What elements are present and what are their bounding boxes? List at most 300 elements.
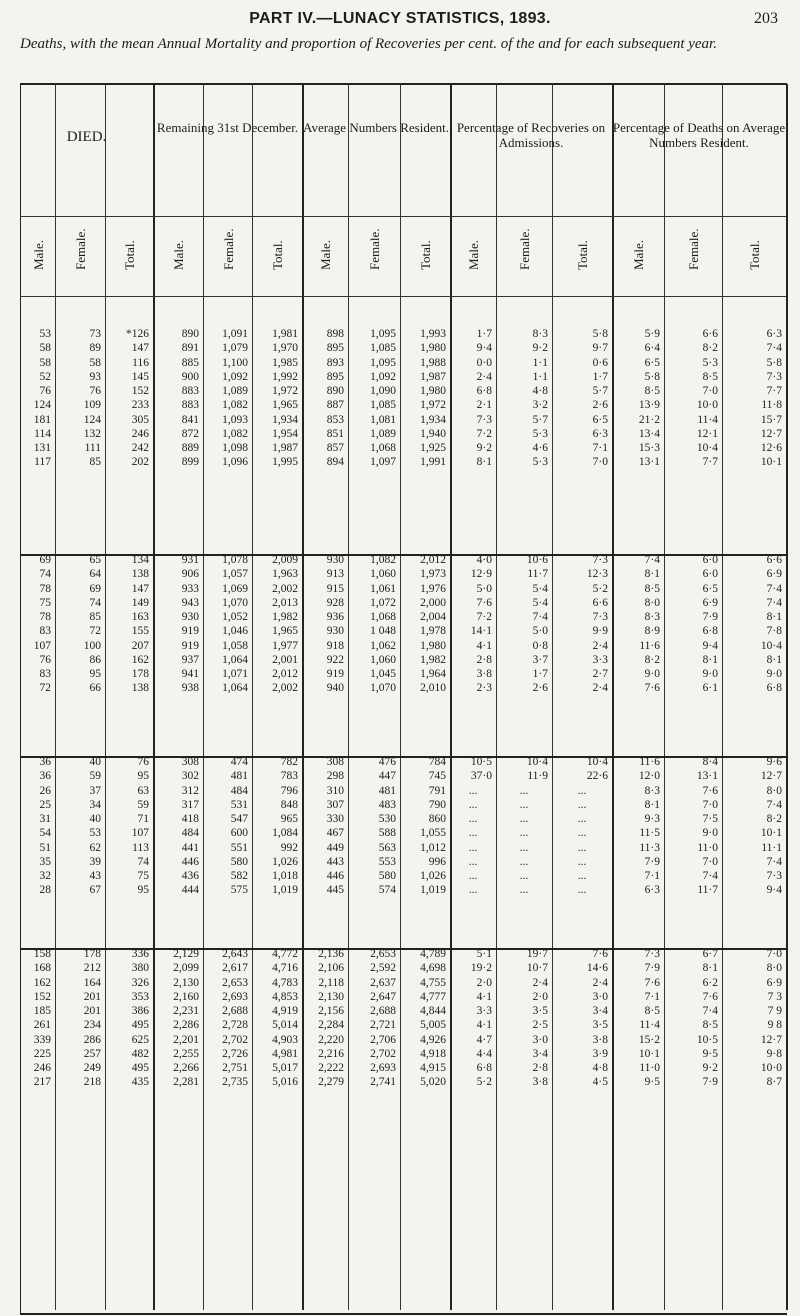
table-cell: 2,653 [370,948,396,960]
table-cell: 8·0 [766,784,782,797]
table-cell: 10·6 [526,554,548,566]
table-cell: 2·8 [532,1062,548,1074]
table-cell: 2,010 [420,682,446,695]
table-cell: 83 [39,625,51,638]
table-cell: 2·5 [532,1019,548,1032]
table-cell: 530 [378,813,396,825]
table-cell: 62 [89,841,101,854]
table-cell: 853 [326,413,344,426]
table-cell: 8·0 [766,962,782,975]
table-cell: 1,060 [370,653,396,666]
table-cell: 5,017 [272,1062,298,1074]
table-cell: 10·0 [696,399,718,412]
table-cell: 9·2 [532,342,548,355]
table-cell: 1,026 [420,870,446,882]
table-cell: 78 [39,582,51,595]
table-cell: 5·0 [532,625,548,638]
table-cell: 6·3 [644,884,660,897]
table-cell: 965 [280,813,298,825]
table-cell: 73 [89,328,101,340]
table-cell: 10·4 [696,442,718,454]
table-cell: 563 [378,841,396,854]
table-cell: 1,072 [370,596,396,609]
table-cell: 1,992 [272,370,298,383]
table-cell: 1·1 [532,356,548,369]
table-cell: 446 [326,870,344,882]
table-cell: ... [468,784,478,797]
table-cell: 11·6 [639,756,660,768]
table-cell: 257 [83,1047,101,1060]
table-cell: 178 [83,948,101,960]
table-cell: 3·9 [592,1047,608,1060]
table-cell: 2,106 [318,962,344,975]
table-cell: 1,940 [420,427,446,440]
table-cell: 474 [230,756,248,768]
table-cell: 2,222 [318,1062,344,1074]
table-cell: 1,062 [370,639,396,652]
table-cell: 1,981 [272,328,298,340]
table-cell: 3·5 [592,1019,608,1032]
column-rule [786,84,788,1310]
table-cell: 76 [137,756,149,768]
table-cell: 941 [181,668,199,680]
table-cell: 7·4 [532,611,548,623]
table-cell: 883 [181,385,199,397]
table-cell: 1,092 [222,370,248,383]
table-cell: 83 [39,668,51,680]
table-cell: 3·4 [532,1047,548,1060]
table-cell: 7·3 [644,948,660,960]
table-cell: 531 [230,798,248,811]
column-header-label: Male. [466,240,481,270]
table-cell: 2,004 [420,611,446,623]
table-cell: 887 [326,399,344,412]
table-cell: 8·1 [702,962,718,975]
table-cell: 5,014 [272,1019,298,1032]
table-cell: 89 [89,342,101,355]
table-cell: 178 [131,668,149,680]
table-cell: ... [577,855,587,868]
table-cell: 1,925 [420,442,446,454]
table-cell: 85 [89,611,101,623]
table-cell: 7·0 [702,798,718,811]
table-cell: 6·0 [702,554,718,566]
table-cell: 35 [39,855,51,868]
table-cell: 2,002 [272,682,298,695]
table-cell: 9·4 [766,884,782,897]
table-cell: 2,702 [370,1047,396,1060]
table-cell: 12·7 [760,770,782,783]
table-cell: 353 [131,990,149,1003]
table-cell: 895 [326,370,344,383]
table-cell: 5,016 [272,1076,298,1089]
table-cell: 4,772 [272,948,298,960]
table-cell: 898 [326,328,344,340]
table-cell: 233 [131,399,149,412]
table-cell: 7·6 [476,596,492,609]
table-cell: 6·0 [702,568,718,581]
table-cell: 6·3 [766,328,782,340]
table-cell: 8·1 [766,653,782,666]
table-cell: 14·1 [470,625,492,638]
table-cell: 1,019 [420,884,446,897]
table-cell: 1,097 [370,456,396,469]
table-cell: 13·1 [638,456,660,469]
table-cell: 5·4 [532,582,548,595]
table-cell: 6·1 [702,682,718,695]
table-cell: 2,099 [173,962,199,975]
table-cell: 943 [181,596,199,609]
table-cell: 7·3 [592,554,608,566]
table-caption: Deaths, with the mean Annual Mortality and proportion of Recoveries per cent. of the and for each subsequent year. [20,36,717,52]
table-cell: 7·0 [766,948,782,960]
table-cell: 4,698 [420,962,446,975]
table-cell: 53 [89,827,101,840]
table-cell: 1,084 [272,827,298,840]
table-cell: 114 [34,427,51,440]
table-cell: 782 [280,756,298,768]
table-cell: 436 [181,870,199,882]
table-cell: 1,061 [370,582,396,595]
table-cell: 11·8 [761,399,782,412]
table-cell: 930 [181,611,199,623]
table-cell: 894 [326,456,344,469]
table-cell: 1,092 [370,370,396,383]
table-cell: 1,089 [370,427,396,440]
table-cell: 8·5 [644,582,660,595]
table-cell: 1,090 [370,385,396,397]
table-cell: 185 [33,1005,51,1017]
table-cell: 889 [181,442,199,454]
table-cell: 10·1 [638,1047,660,1060]
table-cell: 1,082 [370,554,396,566]
table-cell: 10·7 [526,962,548,975]
table-cell: 3·0 [592,990,608,1003]
table-cell: 9·4 [702,639,718,652]
column-header-label: Male. [30,240,46,270]
table-cell: 11·0 [697,841,718,854]
table-cell: 2,706 [370,1033,396,1046]
table-cell: 51 [39,841,51,854]
column-rule [664,84,665,1310]
table-cell: 1,069 [222,582,248,595]
table-cell: 4,926 [420,1033,446,1046]
table-cell: 43 [89,870,101,882]
column-rule [400,84,401,1310]
table-cell: 1,070 [370,682,396,695]
table-cell: 6·6 [766,554,782,566]
table-cell: 2·0 [532,990,548,1003]
table-cell: 305 [131,413,149,426]
table-cell: 2,281 [173,1076,199,1089]
column-rule [302,84,304,1310]
group-header: Percentage of Deaths on Average Numbers Resident. [612,120,786,150]
table-cell: 74 [137,855,149,868]
table-cell: 930 [326,625,344,638]
table-cell: 3·4 [592,1005,608,1017]
table-cell: 12·0 [638,770,660,783]
table-cell: 8·1 [702,653,718,666]
table-cell: ... [577,884,587,897]
table-cell: 1·7 [532,668,548,680]
table-cell: 6·9 [702,596,718,609]
table-cell: ... [468,870,478,882]
table-cell: ... [519,841,529,854]
table-cell: 152 [131,385,149,397]
table-cell: 940 [326,682,344,695]
table-cell: 64 [89,568,101,581]
table-cell: 1·1 [532,370,548,383]
table-cell: 26 [39,784,51,797]
table-cell: 4,716 [272,962,298,975]
table-cell: 2,160 [173,990,199,1003]
table-cell: 791 [428,784,446,797]
table-cell: 2,726 [222,1047,248,1060]
table-cell: 13·4 [638,427,660,440]
table-cell: 2,000 [420,596,446,609]
table-cell: ... [519,827,529,840]
table-cell: 58 [39,356,51,369]
column-rule [552,84,553,1310]
table-cell: 10·4 [760,639,782,652]
table-cell: 6·8 [476,1062,492,1074]
table-cell: 922 [326,653,344,666]
table-cell: 3·3 [592,653,608,666]
table-cell: ... [577,827,587,840]
table-cell: 2,592 [370,962,396,975]
table-cell: 1,965 [272,399,298,412]
table-cell: 9·2 [476,442,492,454]
table-cell: 9·8 [766,1047,782,1060]
page-header [0,10,800,30]
table-cell: 919 [326,668,344,680]
table-cell: 6·5 [592,413,608,426]
table-cell: 8·2 [702,342,718,355]
table-cell: 2·4 [592,976,608,989]
table-cell: 580 [378,870,396,882]
table-cell: 2·6 [592,399,608,412]
table-cell: 1,965 [272,625,298,638]
table-cell: 2,220 [318,1033,344,1046]
column-header-label: Total. [418,240,433,270]
table-cell: 155 [131,625,149,638]
table-cell: 444 [181,884,199,897]
table-cell: 0·6 [592,356,608,369]
table-cell: 2,013 [272,596,298,609]
table-cell: 76 [39,385,51,397]
table-cell: 918 [326,639,344,652]
table-cell: 78 [39,611,51,623]
table-cell: 58 [89,356,101,369]
column-rule [348,84,349,1310]
table-cell: 2,702 [222,1033,248,1046]
table-cell: 899 [181,456,199,469]
table-cell: 149 [131,596,149,609]
column-header-label: Total. [122,240,137,270]
table-cell: 2,647 [370,990,396,1003]
table-cell: 8·7 [766,1076,782,1089]
table-cell: 1,091 [222,328,248,340]
column-header-label: Female. [367,228,382,270]
table-cell: 69 [39,554,51,566]
table-cell: 11·4 [697,413,718,426]
table-cell: 1,964 [420,668,446,680]
table-cell: ... [519,870,529,882]
table-cell: 2,643 [222,948,248,960]
table-cell: 2,130 [173,976,199,989]
table-cell: 11·7 [697,884,718,897]
table-cell: 551 [230,841,248,854]
table-cell: 11·6 [639,639,660,652]
table-cell: 1,046 [222,625,248,638]
table-cell: 53 [39,328,51,340]
table-cell: 85 [89,456,101,469]
table-cell: 2·4 [592,639,608,652]
column-rule [252,84,253,1310]
table-cell: ... [577,798,587,811]
group-header: DIED. [66,129,107,145]
table-cell: 906 [181,568,199,581]
table-cell: 5·8 [766,356,782,369]
group-header: Remaining 31st December. [156,120,299,135]
column-header-label: Total. [270,240,285,270]
table-cell: ... [519,784,529,797]
table-cell: 7·0 [702,855,718,868]
table-cell: 5·7 [532,413,548,426]
table-cell: 5·0 [476,582,492,595]
table-cell: 7·6 [644,976,660,989]
table-cell: 6·5 [702,582,718,595]
table-cell: 31 [39,813,51,825]
table-cell: 933 [181,582,199,595]
table-cell: 4·8 [532,385,548,397]
table-cell: 445 [326,884,344,897]
table-cell: 4,981 [272,1047,298,1060]
table-cell: 7·9 [644,855,660,868]
table-cell: 476 [378,756,396,768]
table-cell: 164 [83,976,101,989]
table-cell: 7·7 [702,456,718,469]
table-cell: 992 [280,841,298,854]
table-cell: 2,001 [272,653,298,666]
table-cell: 7·3 [766,370,782,383]
table-cell: 783 [280,770,298,783]
table-cell: 481 [378,784,396,797]
table-cell: 52 [39,370,51,383]
table-cell: 168 [33,962,51,975]
table-cell: 4·0 [476,554,492,566]
table-cell: 111 [84,442,101,454]
table-cell: 7·7 [766,385,782,397]
table-cell: 483 [378,798,396,811]
table-cell: ... [519,855,529,868]
table-cell: 109 [83,399,101,412]
table-cell: 9·5 [644,1076,660,1089]
table-cell: 1,982 [272,611,298,623]
table-cell: 2·8 [476,653,492,666]
table-cell: 913 [326,568,344,581]
table-cell: 317 [181,798,199,811]
table-cell: 2,688 [370,1005,396,1017]
table-cell: 495 [131,1062,149,1074]
table-cell: 2,637 [370,976,396,989]
table-cell: 113 [132,841,149,854]
column-rule [203,84,204,1310]
table-cell: 1,980 [420,385,446,397]
table-cell: 484 [230,784,248,797]
table-cell: 2,255 [173,1047,199,1060]
table-cell: 3·5 [532,1005,548,1017]
table-cell: 134 [131,554,149,566]
table-cell: 10·1 [760,827,782,840]
table-cell: 441 [181,841,199,854]
table-cell: 1,095 [370,356,396,369]
table-cell: 12·3 [586,568,608,581]
table-cell: 58 [39,342,51,355]
table-cell: 339 [33,1033,51,1046]
table-cell: 7·2 [476,611,492,623]
table-cell: 2·1 [476,399,492,412]
table-cell: 7·6 [644,682,660,695]
table-cell: 158 [33,948,51,960]
table-cell: 234 [83,1019,101,1032]
table-cell: 12·6 [760,442,782,454]
table-cell: 3·0 [532,1033,548,1046]
table-cell: 8·0 [644,596,660,609]
table-cell: 15·7 [760,413,782,426]
table-cell: 4·8 [592,1062,608,1074]
table-cell: 6·9 [766,976,782,989]
table-cell: 312 [181,784,199,797]
table-cell: 931 [181,554,199,566]
table-cell: 11·5 [639,827,660,840]
table-cell: 1,064 [222,682,248,695]
table-cell: 14·6 [586,962,608,975]
table-cell: 86 [89,653,101,666]
table-cell: 1,095 [370,328,396,340]
table-cell: 37 [89,784,101,797]
table-cell: 152 [33,990,51,1003]
table-cell: 336 [131,948,149,960]
table-cell: 36 [39,756,51,768]
column-header-label: Female. [517,228,532,270]
table-cell: 132 [83,427,101,440]
table-cell: ... [577,841,587,854]
table-cell: 1,100 [222,356,248,369]
table-cell: 6·6 [592,596,608,609]
table-cell: 3·2 [532,399,548,412]
table-cell: 225 [33,1047,51,1060]
table-cell: 95 [137,884,149,897]
table-cell: 5·9 [644,328,660,340]
table-cell: 7·1 [644,870,660,882]
table-cell: 5·8 [644,370,660,383]
table-cell: 1·7 [592,370,608,383]
table-cell: 308 [326,756,344,768]
table-cell: 19·2 [470,962,492,975]
table-cell: 11·4 [639,1019,660,1032]
table-cell: *126 [126,328,149,340]
table-cell: 145 [131,370,149,383]
table-cell: 2·4 [532,976,548,989]
table-cell: 9·0 [702,668,718,680]
table-cell: 22·6 [586,770,608,783]
table-cell: 860 [428,813,446,825]
table-cell: 2,012 [420,554,446,566]
table-cell: 19·7 [526,948,548,960]
table-cell: 446 [181,855,199,868]
table-cell: 872 [181,427,199,440]
